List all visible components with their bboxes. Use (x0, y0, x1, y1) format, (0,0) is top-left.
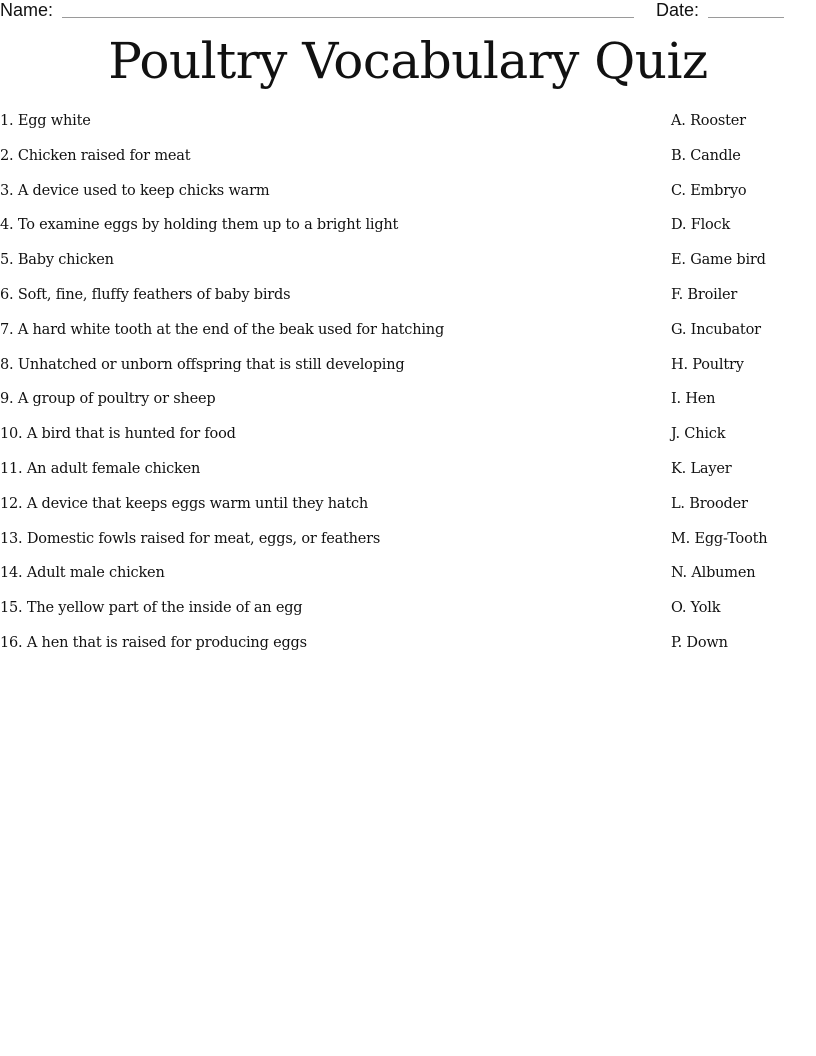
answer-choice: P. Down (671, 634, 728, 651)
question-item: 12. A device that keeps eggs warm until they hatch (0, 495, 369, 512)
answer-choice: J. Chick (671, 426, 726, 443)
question-item: 11. An adult female chicken (0, 460, 201, 477)
quiz-row (0, 493, 816, 528)
question-item: 15. The yellow part of the inside of an egg (0, 600, 303, 617)
question-item: 2. Chicken raised for meat (0, 147, 191, 164)
answer-choice: B. Candle (671, 147, 741, 164)
question-item: 3. A device used to keep chicks warm (0, 182, 270, 199)
date-blank-line[interactable] (708, 17, 784, 18)
answer-choice: F. Broiler (671, 286, 738, 303)
answer-choice: G. Incubator (671, 321, 761, 338)
quiz-row (0, 528, 816, 563)
name-label: Name: (0, 0, 54, 20)
quiz-row (0, 214, 816, 249)
quiz-row (0, 110, 816, 145)
answer-choice: O. Yolk (671, 600, 721, 617)
quiz-row (0, 597, 816, 632)
quiz-list (0, 110, 816, 667)
quiz-row (0, 458, 816, 493)
question-item: 8. Unhatched or unborn offspring that is still developing (0, 356, 405, 373)
question-item: 9. A group of poultry or sheep (0, 391, 216, 408)
question-item: 4. To examine eggs by holding them up to a bright light (0, 217, 399, 234)
quiz-row (0, 319, 816, 354)
quiz-row (0, 284, 816, 319)
header-row (0, 0, 816, 22)
quiz-row (0, 388, 816, 423)
answer-choice: H. Poultry (671, 356, 744, 373)
question-item: 6. Soft, fine, fluffy feathers of baby birds (0, 286, 291, 303)
answer-choice: I. Hen (671, 391, 716, 408)
answer-choice: A. Rooster (671, 113, 746, 129)
name-blank-line[interactable] (62, 17, 634, 18)
quiz-row (0, 249, 816, 284)
quiz-row (0, 354, 816, 389)
page-title: Poultry Vocabulary Quiz (108, 32, 708, 90)
question-item: 14. Adult male chicken (0, 565, 165, 582)
answer-choice: K. Layer (671, 460, 732, 477)
quiz-row (0, 632, 816, 667)
question-item: 1. Egg white (0, 113, 91, 129)
question-item: 13. Domestic fowls raised for meat, eggs, or feathers (0, 530, 381, 547)
question-item: 10. A bird that is hunted for food (0, 426, 236, 443)
question-item: 5. Baby chicken (0, 252, 114, 269)
answer-choice: N. Albumen (671, 565, 756, 582)
date-label: Date: (656, 0, 700, 20)
answer-choice: M. Egg-Tooth (671, 530, 768, 547)
quiz-row (0, 562, 816, 597)
answer-choice: D. Flock (671, 217, 731, 234)
question-item: 16. A hen that is raised for producing eggs (0, 634, 307, 651)
quiz-row (0, 145, 816, 180)
quiz-row (0, 180, 816, 215)
answer-choice: L. Brooder (671, 495, 748, 512)
question-item: 7. A hard white tooth at the end of the beak used for hatching (0, 321, 445, 338)
quiz-row (0, 423, 816, 458)
answer-choice: C. Embryo (671, 182, 747, 199)
answer-choice: E. Game bird (671, 252, 766, 269)
